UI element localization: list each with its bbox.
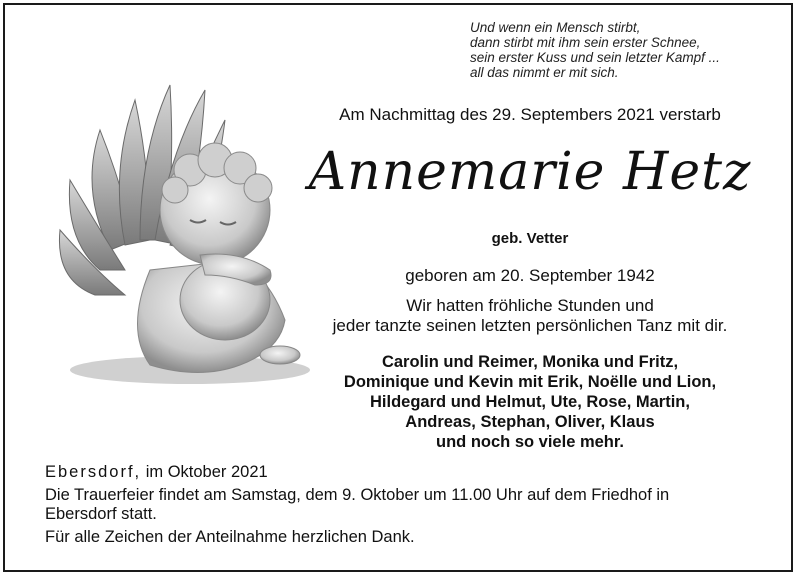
poem-line: sein erster Kuss und sein letzter Kampf ... (470, 50, 720, 65)
poem-line: all das nimmt er mit sich. (470, 65, 619, 80)
mourners-line: Dominique und Kevin mit Erik, Noëlle und Lion, (343, 373, 717, 391)
date: im Oktober 2021 (141, 463, 268, 481)
deceased-name: Annemarie Hetz (308, 142, 752, 202)
poem-line: Und wenn ein Mensch stirbt, (470, 20, 641, 35)
birth-date: geboren am 20. September 1942 (405, 266, 655, 285)
closing-block (45, 463, 785, 547)
saying-line: Wir hatten fröhliche Stunden und (406, 296, 654, 315)
funeral-info: Ebersdorf statt. (45, 505, 157, 523)
funeral-info: Die Trauerfeier findet am Samstag, dem 9. Oktober um 11.00 Uhr auf dem Friedhof in (45, 486, 670, 504)
poem-line: dann stirbt mit ihm sein erster Schnee, (470, 35, 701, 50)
mourners-list (300, 352, 760, 452)
angel-cherub-icon (40, 70, 310, 390)
death-announcement: Am Nachmittag des 29. Septembers 2021 verstarb (339, 105, 721, 124)
place-date (45, 463, 785, 482)
mourners-line: Hildegard und Helmut, Ute, Rose, Martin, (370, 393, 690, 411)
mourners-line: Andreas, Stephan, Oliver, Klaus (405, 413, 655, 431)
saying-line: jeder tanzte seinen letzten persönlichen Tanz mit dir. (332, 316, 728, 335)
saying (300, 296, 760, 336)
place: Ebersdorf, (45, 463, 142, 481)
maiden-name: geb. Vetter (491, 230, 569, 247)
poem (470, 20, 780, 80)
thanks: Für alle Zeichen der Anteilnahme herzlichen Dank. (45, 528, 415, 546)
mourners-line: Carolin und Reimer, Monika und Fritz, (381, 353, 679, 371)
mourners-line: und noch so viele mehr. (436, 433, 624, 451)
